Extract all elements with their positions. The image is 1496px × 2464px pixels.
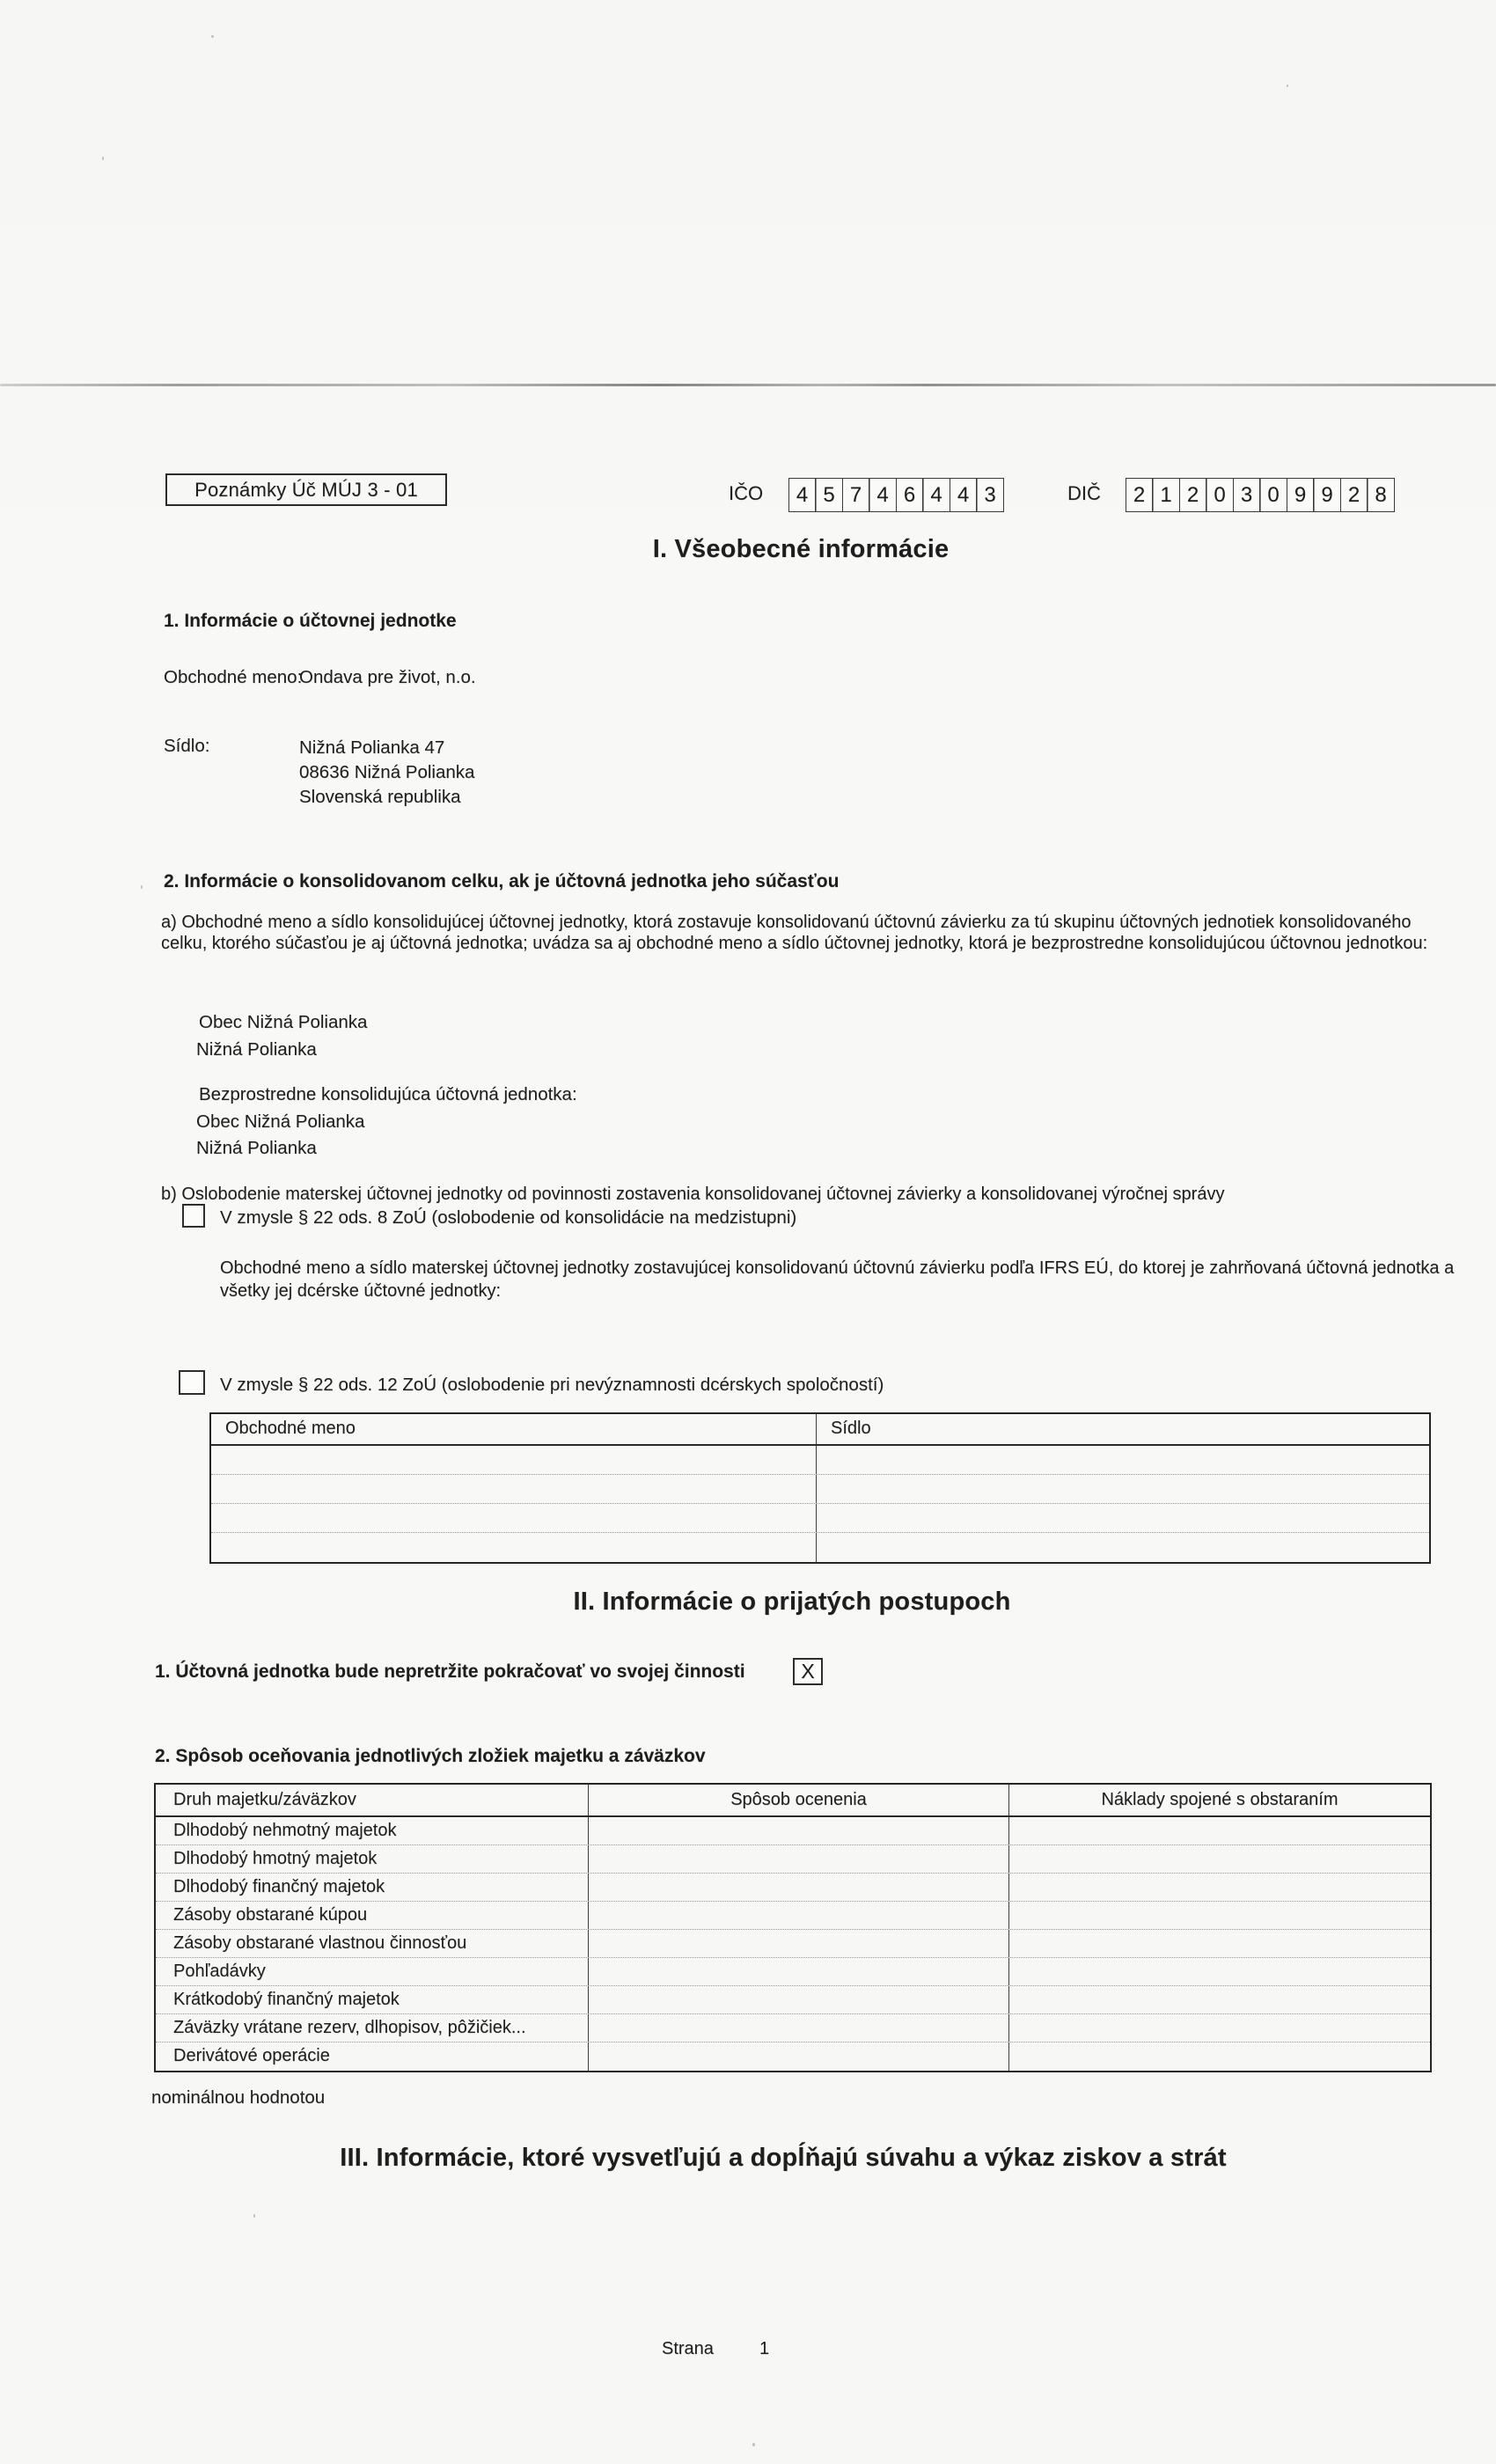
section-ii-title: II. Informácie o prijatých postupoch [573, 1588, 1011, 1616]
heading-entity-info: 1. Informácie o účtovnej jednotke [164, 611, 457, 631]
seat-line-1: Nižná Polianka 47 [299, 737, 445, 758]
scan-speck [752, 2443, 755, 2446]
scan-speck [141, 885, 143, 889]
going-concern-checkbox-mark: X [801, 1660, 815, 1683]
heading-valuation-methods: 2. Spôsob oceňovania jednotlivých zložiek majetku a záväzkov [155, 1746, 706, 1766]
going-concern-checkbox [793, 1658, 823, 1685]
ico-digit: 4 [869, 478, 897, 512]
table-row [156, 1958, 1430, 1986]
ico-digit: 3 [976, 478, 1004, 512]
ico-digit: 4 [922, 478, 950, 512]
dic-label: DIČ [1067, 482, 1101, 504]
seat-address-block [299, 736, 474, 810]
table-row [156, 1986, 1430, 2014]
dic-digit: 2 [1179, 478, 1207, 512]
row-label: Dlhodobý finančný majetok [156, 1874, 589, 1901]
checkbox-ods8 [182, 1204, 205, 1228]
subsidiaries-table-header [211, 1414, 1429, 1446]
section-i-title: I. Všeobecné informácie [652, 535, 950, 563]
scan-speck [1287, 84, 1288, 87]
seat-line-3: Slovenská republika [299, 787, 461, 807]
table-row [156, 1930, 1430, 1958]
table-row [156, 1902, 1430, 1930]
ico-digit-boxes [789, 478, 1004, 512]
dic-digit: 2 [1340, 478, 1368, 512]
consolidating-entity-name: Obec Nižná Polianka [199, 1012, 368, 1032]
valuation-col-method: Spôsob ocenenia [589, 1785, 1009, 1815]
row-label: Pohľadávky [156, 1958, 589, 1985]
section-iii-title: III. Informácie, ktoré vysvetľujú a dopĺňajú súvahu a výkaz ziskov a strát [340, 2144, 1227, 2172]
table-row [156, 1874, 1430, 1902]
paragraph-b: b) Oslobodenie materskej účtovnej jednotky od povinnosti zostavenia konsolidovanej účtovnej závierky a konsolidovanej výročnej správy [161, 1184, 1225, 1204]
table-row [156, 1845, 1430, 1874]
row-label: Derivátové operácie [156, 2042, 589, 2071]
valuation-table-header [156, 1785, 1430, 1817]
row-label: Dlhodobý nehmotný majetok [156, 1817, 589, 1844]
form-code-label: Poznámky Úč MÚJ 3 - 01 [194, 478, 418, 501]
going-concern-statement: 1. Účtovná jednotka bude nepretržite pokračovať vo svojej činnosti [155, 1661, 745, 1682]
dic-digit-boxes [1126, 478, 1395, 512]
dic-digit: 9 [1287, 478, 1315, 512]
page-label: Strana [662, 2339, 714, 2358]
ico-digit: 4 [950, 478, 978, 512]
subsidiaries-table [209, 1412, 1431, 1564]
checkbox-ods12 [179, 1370, 205, 1395]
ico-label: IČO [729, 482, 764, 504]
immediate-consolidating-name: Obec Nižná Polianka [196, 1111, 365, 1132]
paragraph-ifrs: Obchodné meno a sídlo materskej účtovnej jednotky zostavujúcej konsolidovanú účtovnú závierku podľa IFRS EÚ, do ktorej je zahrňovaná účtovná jednotka a všetky jej dcérske účtovné jednotky: [220, 1258, 1455, 1301]
scan-speck [253, 2214, 255, 2218]
business-name-value: Ondava pre život, n.o. [299, 667, 476, 687]
row-label: Krátkodobý finančný majetok [156, 1986, 589, 2013]
seat-label: Sídlo: [164, 736, 210, 756]
immediate-consolidating-heading: Bezprostredne konsolidujúca účtovná jednotka: [199, 1084, 577, 1104]
row-label: Zásoby obstarané kúpou [156, 1902, 589, 1929]
table-row [211, 1533, 1429, 1562]
scan-artifact-line [0, 384, 1496, 386]
dic-digit: 0 [1206, 478, 1234, 512]
valuation-col-type: Druh majetku/záväzkov [156, 1785, 589, 1815]
table-row [211, 1475, 1429, 1504]
subsidiaries-col-name: Obchodné meno [211, 1414, 817, 1444]
dic-digit: 8 [1367, 478, 1395, 512]
heading-consolidated-group: 2. Informácie o konsolidovanom celku, ak je účtovná jednotka jeho súčasťou [164, 871, 840, 891]
dic-digit: 1 [1152, 478, 1180, 512]
table-row [156, 2042, 1430, 2071]
page-footer [662, 2339, 769, 2359]
checkbox-ods8-label: V zmysle § 22 ods. 8 ZoÚ (oslobodenie od konsolidácie na medzistupni) [220, 1207, 797, 1228]
ico-digit: 4 [788, 478, 817, 512]
ico-digit: 7 [842, 478, 870, 512]
consolidating-entity-seat: Nižná Polianka [196, 1039, 317, 1060]
row-label: Zásoby obstarané vlastnou činnosťou [156, 1930, 589, 1957]
valuation-col-costs: Náklady spojené s obstaraním [1101, 1790, 1338, 1809]
page-number: 1 [759, 2339, 770, 2358]
checkbox-ods12-label: V zmysle § 22 ods. 12 ZoÚ (oslobodenie pri nevýznamnosti dcérskych spoločností) [220, 1375, 884, 1395]
form-code-box [165, 473, 447, 506]
dic-digit: 3 [1233, 478, 1261, 512]
seat-line-2: 08636 Nižná Polianka [299, 762, 475, 782]
row-label: Záväzky vrátane rezerv, dlhopisov, pôžičiek... [156, 2014, 589, 2042]
dic-digit: 2 [1126, 478, 1154, 512]
scan-speck [211, 35, 214, 38]
ico-digit: 5 [815, 478, 843, 512]
business-name-label: Obchodné meno: [164, 667, 303, 687]
dic-digit: 9 [1313, 478, 1341, 512]
note-nominal-value: nominálnou hodnotou [151, 2087, 326, 2108]
subsidiaries-col-seat: Sídlo [831, 1419, 871, 1438]
row-label: Dlhodobý hmotný majetok [156, 1845, 589, 1873]
paragraph-a: a) Obchodné meno a sídlo konsolidujúcej účtovnej jednotky, ktorá zostavuje konsolidovanú účtovnú závierku za tú skupinu účtovných jednotiek konsolidovaného celku, ktorého súčasťou je aj účtovná jednotka; uvádza sa aj obchodné meno a sídlo účtovnej jednotky, ktorá je bezprostredne konsolidujúcou účtovnou jednotkou: [161, 913, 1428, 953]
dic-digit: 0 [1259, 478, 1287, 512]
table-row [156, 2014, 1430, 2042]
ico-digit: 6 [896, 478, 924, 512]
table-row [211, 1504, 1429, 1533]
valuation-table [154, 1783, 1432, 2072]
immediate-consolidating-seat: Nižná Polianka [196, 1138, 317, 1158]
table-row [211, 1446, 1429, 1475]
table-row [156, 1817, 1430, 1845]
scan-speck [102, 157, 104, 160]
